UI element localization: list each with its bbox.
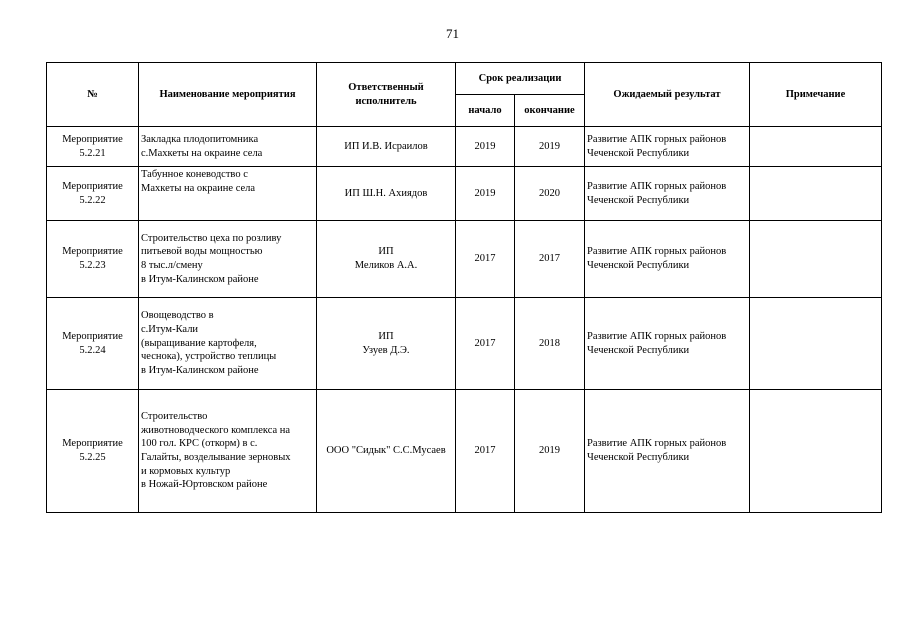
header-result: Ожидаемый результат bbox=[585, 63, 750, 127]
header-period: Срок реализации bbox=[456, 63, 585, 95]
row-start: 2017 bbox=[456, 390, 515, 513]
row-result bbox=[585, 390, 750, 513]
row-start: 2019 bbox=[456, 127, 515, 167]
row-result-line: Чеченской Республики bbox=[587, 260, 690, 271]
row-result-line: Развитие АПК горных районов bbox=[587, 246, 727, 258]
row-responsible bbox=[317, 127, 456, 167]
row-start: 2017 bbox=[456, 221, 515, 298]
row-name-line: чеснока), устройство теплицы bbox=[141, 351, 277, 363]
row-note bbox=[750, 221, 882, 298]
row-end: 2018 bbox=[515, 298, 585, 390]
row-name-line: в Ножай-Юртовском районе bbox=[141, 479, 268, 491]
table-row bbox=[47, 127, 882, 167]
table-row bbox=[47, 298, 882, 390]
row-name-line: Галайты, возделывание зерновых bbox=[141, 452, 291, 463]
row-result bbox=[585, 221, 750, 298]
row-responsible-line: ИП И.В. Исраилов bbox=[344, 140, 428, 152]
header-note: Примечание bbox=[750, 63, 882, 127]
header-start: начало bbox=[456, 95, 515, 127]
row-responsible-line: ИП Ш.Н. Ахиядов bbox=[344, 187, 428, 199]
row-num-line: 5.2.24 bbox=[79, 344, 106, 356]
row-name-line: животноводческого комплекса на bbox=[141, 424, 291, 436]
row-name-line: Строительство цеха по розливу bbox=[141, 232, 282, 244]
row-name-line: Строительство bbox=[141, 411, 208, 423]
row-start: 2017 bbox=[456, 298, 515, 390]
row-end: 2020 bbox=[515, 167, 585, 221]
row-name-line: Закладка плодопитомника bbox=[141, 133, 259, 145]
header-row-top bbox=[47, 63, 882, 95]
row-num-line: 5.2.23 bbox=[79, 260, 106, 271]
row-num-line: Мероприятие bbox=[62, 438, 123, 450]
row-note bbox=[750, 127, 882, 167]
header-responsible-line: Ответственный bbox=[348, 81, 424, 93]
row-name bbox=[139, 221, 317, 298]
header-num: № bbox=[47, 63, 139, 127]
table-row bbox=[47, 221, 882, 298]
row-result-line: Развитие АПК горных районов bbox=[587, 438, 727, 450]
row-result-line: Чеченской Республики bbox=[587, 452, 690, 463]
row-num bbox=[47, 167, 139, 221]
row-note bbox=[750, 298, 882, 390]
row-num bbox=[47, 127, 139, 167]
row-num bbox=[47, 221, 139, 298]
row-num bbox=[47, 298, 139, 390]
row-num-line: Мероприятие bbox=[62, 330, 123, 342]
row-start: 2019 bbox=[456, 167, 515, 221]
header-name: Наименование мероприятия bbox=[139, 63, 317, 127]
row-responsible bbox=[317, 390, 456, 513]
row-name-line: 100 гол. КРС (откорм) в с. bbox=[141, 438, 258, 450]
row-name-line: и кормовых культур bbox=[141, 465, 231, 477]
row-end: 2019 bbox=[515, 390, 585, 513]
header-end: окончание bbox=[515, 95, 585, 127]
row-result-line: Чеченской Республики bbox=[587, 344, 690, 356]
row-name-line: в Итум-Калинском районе bbox=[141, 273, 259, 285]
row-name bbox=[139, 127, 317, 167]
row-num-line: 5.2.25 bbox=[79, 452, 106, 463]
row-name-line: в Итум-Калинском районе bbox=[141, 364, 259, 376]
row-result bbox=[585, 167, 750, 221]
row-name-line: 8 тыс.л/смену bbox=[141, 260, 203, 271]
row-responsible bbox=[317, 221, 456, 298]
row-result-line: Чеченской Республики bbox=[587, 194, 690, 206]
row-note bbox=[750, 390, 882, 513]
row-result-line: Развитие АПК горных районов bbox=[587, 180, 727, 192]
row-name-line: Овощеводство в bbox=[141, 310, 214, 322]
header-responsible-line: исполнитель bbox=[355, 95, 417, 107]
header-responsible bbox=[317, 63, 456, 127]
row-name-line: (выращивание картофеля, bbox=[141, 337, 257, 349]
row-num-line: Мероприятие bbox=[62, 180, 123, 192]
row-num-line: Мероприятие bbox=[62, 133, 123, 145]
row-result bbox=[585, 298, 750, 390]
action-plan-table bbox=[46, 62, 882, 513]
row-responsible-line: ИП bbox=[378, 246, 394, 258]
row-responsible-line: ИП bbox=[378, 330, 394, 342]
row-note bbox=[750, 167, 882, 221]
row-name-line: Махкеты на окраине села bbox=[141, 182, 256, 194]
row-result-line: Чеченской Республики bbox=[587, 147, 690, 159]
row-name bbox=[139, 298, 317, 390]
row-responsible bbox=[317, 167, 456, 221]
row-responsible-line: ООО "Сидык" С.С.Мусаев bbox=[326, 445, 446, 457]
row-responsible-line: Меликов А.А. bbox=[354, 260, 418, 271]
row-name bbox=[139, 390, 317, 513]
row-end: 2019 bbox=[515, 127, 585, 167]
table-row bbox=[47, 167, 882, 221]
row-num-line: Мероприятие bbox=[62, 246, 123, 258]
row-result-line: Развитие АПК горных районов bbox=[587, 330, 727, 342]
row-name-line: с.Итум-Кали bbox=[141, 324, 199, 336]
row-result-line: Развитие АПК горных районов bbox=[587, 133, 727, 145]
row-end: 2017 bbox=[515, 221, 585, 298]
row-num bbox=[47, 390, 139, 513]
row-responsible-line: Узуев Д.Э. bbox=[362, 344, 410, 356]
row-result bbox=[585, 127, 750, 167]
row-responsible bbox=[317, 298, 456, 390]
row-name-line: с.Махкеты на окраине села bbox=[141, 147, 263, 159]
row-name-line: питьевой воды мощностью bbox=[141, 246, 263, 258]
page-number: 71 bbox=[446, 26, 459, 41]
row-name-line: Табунное коневодство с bbox=[141, 169, 248, 180]
row-name bbox=[139, 167, 317, 221]
row-num-line: 5.2.21 bbox=[79, 147, 106, 159]
table-row bbox=[47, 390, 882, 513]
row-num-line: 5.2.22 bbox=[79, 194, 106, 206]
